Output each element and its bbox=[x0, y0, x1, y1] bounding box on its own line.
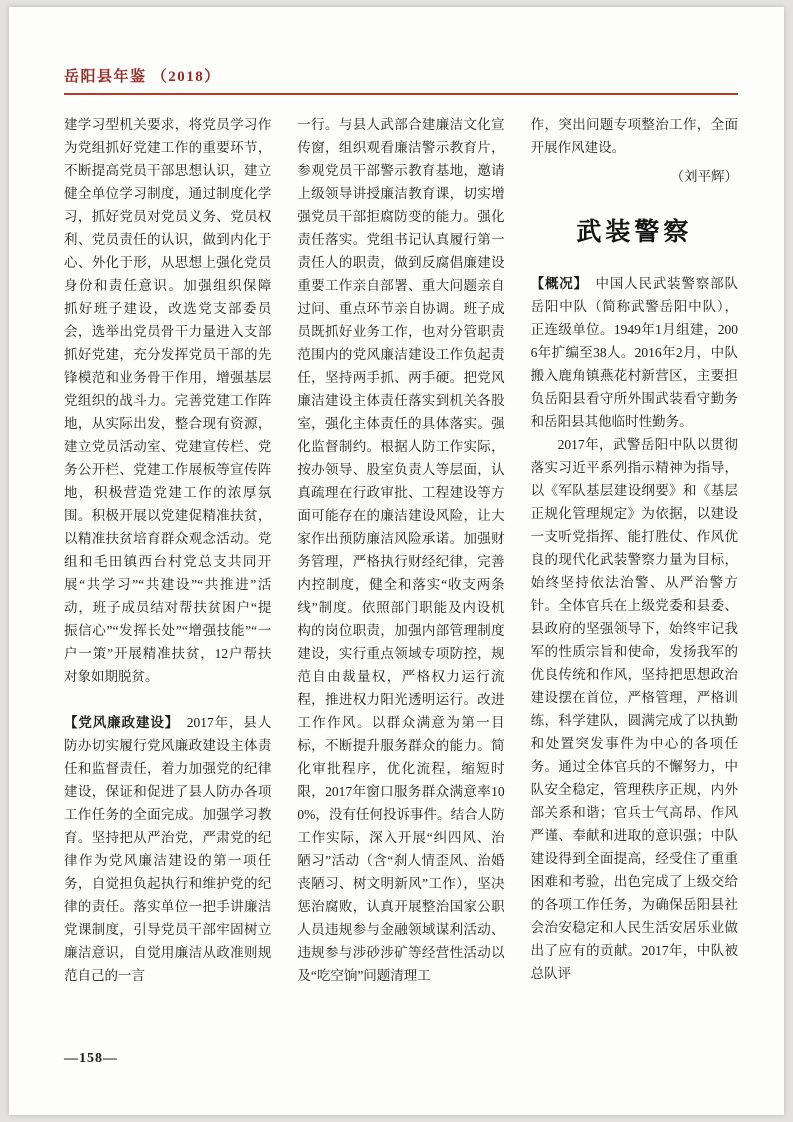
section-label: 【党风廉政建设】 bbox=[64, 715, 173, 730]
page-header bbox=[64, 65, 738, 95]
column-right bbox=[531, 113, 738, 1037]
yearbook-page bbox=[9, 7, 784, 1115]
section-text: 2017年，县人防办切实履行党风廉政建设主体责任和监督责任，着力加强党的纪律建设，保证和促进了县人防办各项工作任务的全面完成。加强学习教育。坚持把从严治党，严肃党的纪律作为党风廉洁建设的第一项任务，自觉担负起执行和维护党的纪律的责任。落实单位一把手讲廉洁党课制度，引导党员干部牢固树立廉洁意识，自觉用廉洁从政准则规范自己的一言 bbox=[64, 715, 272, 983]
column-middle bbox=[297, 113, 504, 1037]
article-title: 武装警察 bbox=[576, 219, 693, 246]
section-paragraph bbox=[531, 272, 738, 433]
page-header-title: 岳阳县年鉴 （2018） bbox=[64, 69, 221, 85]
body-paragraph: 2017年，武警岳阳中队以贯彻落实习近平系列指示精神为指导，以《军队基层建设纲要》和《基层正规化管理规定》为依据，以建设一支听党指挥、能打胜仗、作风优良的现代化武装警察力量为目标，始终坚持依法治警、从严治警方针。全体官兵在上级党委和县委、县政府的坚强领导下，始终牢记我军的性质宗旨和使命，发扬我军的优良传统和作风，坚持把思想政治建设摆在首位，严格管理，严格训练，科学建队，圆满完成了以执勤和处置突发事件为中心的各项任务。通过全体官兵的不懈努力，中队安全稳定，管理秩序正规，内外部关系和谐；官兵士气高昂、作风严谨、奉献和进取的意识强；中队建设得到全面提高，经受住了重重困难和考验，出色完成了上级交给的各项工作任务，为确保岳阳县社会治安稳定和人民生活安居乐业做出了应有的贡献。2017年，中队被总队评 bbox=[530, 437, 738, 981]
content-columns bbox=[64, 113, 738, 1037]
body-paragraph: 作，突出问题专项整治工作，全面开展作风建设。 bbox=[530, 117, 738, 155]
body-paragraph: 建学习型机关要求，将党员学习作为党组抓好党建工作的重要环节，不断提高党员干部思想认识，建立健全单位学习制度，通过制度化学习，抓好党员对党员义务、党员权利、党员责任的认识，做到内化于心、外化于形，从思想上强化党员身份和责任意识。加强组织保障 抓好班子建设，改选党支部委员会，选举出党员骨干力量进入支部抓好党建，充分发挥党员干部的先锋模范和业务骨干作用，增强基层党组织的战斗力。完善党建工作阵地，从实际出发，整合现有资源，建立党员活动室、党建宣传栏、党务公开栏、党建工作展板等宣传阵地，积极营造党建工作的浓厚氛围。积极开展以党建促精准扶贫，以精准扶贫培育群众观念活动。党组和毛田镇西台村党总支共同开展“共学习”“共建设”“共推进”活动，班子成员结对帮扶贫困户“提振信心”“发挥长处”“增强技能”“一户一策”开展精准扶贫，12户帮扶对象如期脱贫。 bbox=[64, 117, 285, 684]
section-text: 中国人民武装警察部队岳阳中队（简称武警岳阳中队），正连级单位。1949年1月组建，2006年扩编至38人。2016年2月，中队搬入鹿角镇燕花村新营区，主要担负岳阳县看守所外围武装看守勤务和岳阳县其他临时性勤务。 bbox=[530, 276, 738, 429]
body-paragraph: 一行。与县人武部合建廉洁文化宣传窗，组织观看廉洁警示教育片，参观党员干部警示教育基地，邀请上级领导讲授廉洁教育课，切实增强党员干部拒腐防变的能力。强化责任落实。党组书记认真履行第一责任人的职责，做到反腐倡廉建设重要工作亲自部署、重大问题亲自过问、重点环节亲自协调。班子成员既抓好业务工作，也对分管职责范围内的党风廉洁建设工作负起责任，坚持两手抓、两手硬。把党风廉洁建设主体责任落实到机关各股室，强化主体责任的具体落实。强化监督制约。根据人防工作实际，按办领导、股室负责人等层面，认真疏理在行政审批、工程建设等方面可能存在的廉洁建设风险，让大家作出预防廉洁风险承诺。加强财务管理，严格执行财经纪律，完善内控制度，健全和落实“收支两条线”制度。依照部门职能及内设机构的岗位职责，加强内部管理制度建设，实行重点领域专项防控，规范自由裁量权，严格权力运行流程，推进权力阳光透明运行。改进工作作风。以群众满意为第一目标，不断提升服务群众的能力。简化审批程序，优化流程，缩短时限，2017年窗口服务群众满意率100%，没有任何投诉事件。结合人防工作实际，深入开展“纠四风、治陋习”活动（含“刹人情歪风、治婚丧陋习、树文明新风”工作），坚决惩治腐败，认真开展整治国家公职人员违规参与金融领域谋利活动、违规参与涉砂涉矿等经营性活动以及“吃空饷”问题清理工 bbox=[297, 117, 505, 983]
section-paragraph bbox=[64, 711, 271, 987]
column-left bbox=[64, 113, 285, 1037]
section-label: 【概况】 bbox=[530, 276, 582, 291]
page-number: —158— bbox=[64, 1051, 118, 1066]
header-rule bbox=[64, 93, 738, 95]
author-byline: （刘平辉） bbox=[670, 169, 738, 184]
